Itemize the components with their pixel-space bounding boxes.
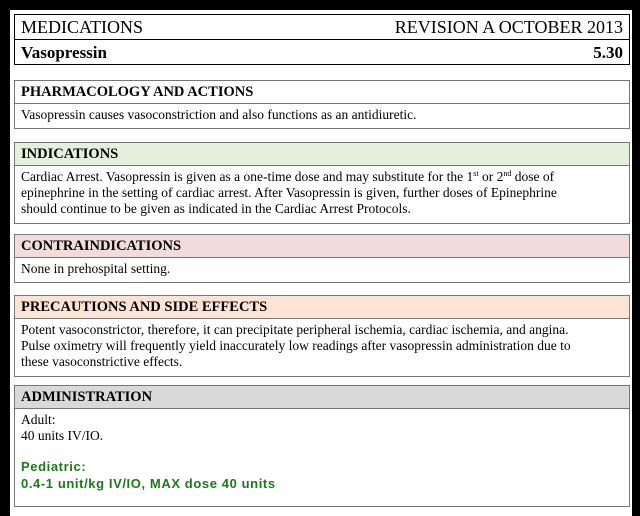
administration-section (14, 385, 630, 507)
contraindications-section (14, 234, 630, 283)
precautions-text (15, 319, 629, 370)
pharmacology-text: Vasopressin causes vasoconstriction and also functions as an antidiuretic. (21, 107, 417, 122)
indications-line-2: epinephrine in the setting of cardiac arrest. After Vasopressin is given, further doses of Epinephrine (21, 185, 557, 200)
revision-label: REVISION A OCTOBER 2013 (394, 16, 623, 37)
contraindications-text: None in prehospital setting. (21, 261, 171, 276)
pharmacology-heading: PHARMACOLOGY AND ACTIONS (15, 81, 629, 104)
precautions-line-3: these vasoconstrictive effects. (21, 354, 183, 369)
indications-line-3: should continue to be given as indicated in the Cardiac Arrest Protocols. (21, 201, 411, 216)
indications-section (14, 142, 630, 224)
header-row-drug (15, 40, 629, 65)
adult-label: Adult: (21, 412, 56, 427)
header-row-category (15, 15, 629, 40)
precautions-section (14, 295, 630, 377)
contraindications-heading: CONTRAINDICATIONS (15, 235, 629, 258)
precautions-line-1: Potent vasoconstrictor, therefore, it can precipitate peripheral ischemia, cardiac ischemia, and angina. (21, 322, 569, 337)
protocol-page (10, 10, 632, 516)
pharmacology-section (14, 80, 630, 129)
protocol-number: 5.30 (593, 42, 623, 62)
adult-dose: 40 units IV/IO. (21, 428, 104, 443)
indications-heading: INDICATIONS (15, 143, 629, 166)
pediatric-dose: 0.4-1 unit/kg IV/IO, MAX dose 40 units (21, 476, 276, 491)
drug-name: Vasopressin (21, 42, 107, 62)
precautions-line-2: Pulse oximetry will frequently yield inaccurately low readings after vasopressin administration due to (21, 338, 571, 353)
category-label: MEDICATIONS (21, 16, 144, 37)
administration-heading: ADMINISTRATION (15, 386, 629, 409)
indications-text (15, 166, 629, 217)
precautions-heading: PRECAUTIONS AND SIDE EFFECTS (15, 296, 629, 319)
pediatric-label: Pediatric: (21, 459, 87, 474)
administration-text (15, 409, 629, 492)
document-header (14, 14, 630, 65)
indications-line-1: Cardiac Arrest. Vasopressin is given as a one-time dose and may substitute for the 1st or 2nd dose of (21, 169, 555, 184)
